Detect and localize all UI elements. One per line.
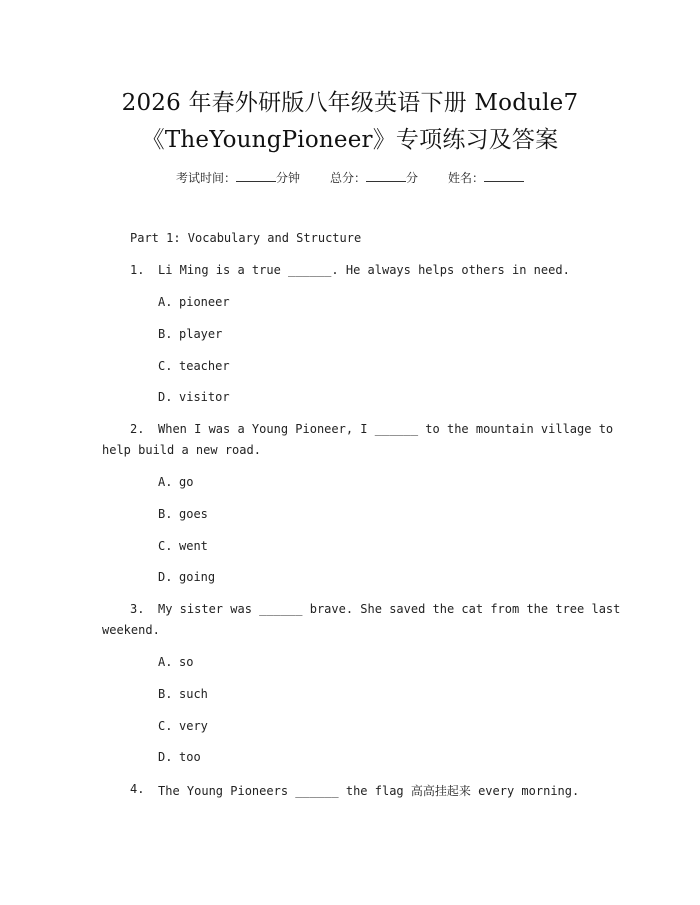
option-text: such [179, 687, 208, 701]
question-text-continuation: weekend. [102, 623, 160, 637]
question-number: 1. [130, 263, 145, 277]
option-letter: D. [158, 750, 173, 764]
option-letter: D. [158, 390, 173, 404]
question-text: Li Ming is a true ______. He always helps others in need. [158, 263, 570, 277]
student-name-label: 姓名： [448, 171, 485, 185]
question-number: 3. [130, 602, 145, 616]
answer-option[interactable] [158, 359, 230, 373]
answer-option[interactable] [158, 570, 215, 584]
option-text: pioneer [179, 295, 230, 309]
answer-option[interactable] [158, 295, 230, 309]
document-title-line-1: 2026 年春外研版八年级英语下册 Module7 [121, 90, 579, 116]
answer-option[interactable] [158, 655, 193, 669]
question-text: The Young Pioneers ______ the flag 高高挂起来 every morning. [158, 784, 580, 798]
answer-option[interactable] [158, 687, 208, 701]
option-text: player [179, 327, 223, 341]
option-letter: C. [158, 719, 173, 733]
option-text: going [179, 570, 216, 584]
exam-time-blank[interactable] [236, 170, 276, 182]
exam-time-field [176, 171, 300, 185]
option-letter: A. [158, 475, 173, 489]
option-text: too [179, 750, 201, 764]
total-score-label: 总分： [329, 171, 366, 185]
option-letter: C. [158, 539, 173, 553]
option-letter: B. [158, 327, 173, 341]
answer-option[interactable] [158, 507, 208, 521]
question-number: 4. [130, 782, 145, 796]
option-text: very [179, 719, 208, 733]
option-text: teacher [179, 359, 230, 373]
answer-option[interactable] [158, 750, 201, 764]
question-text: When I was a Young Pioneer, I ______ to the mountain village to [158, 422, 614, 436]
option-text: so [179, 655, 194, 669]
option-letter: B. [158, 687, 173, 701]
question-text: My sister was ______ brave. She saved the cat from the tree last [158, 602, 621, 616]
section-heading: Part 1: Vocabulary and Structure [130, 231, 362, 245]
option-letter: B. [158, 507, 173, 521]
answer-option[interactable] [158, 539, 208, 553]
exam-time-unit: 分钟 [275, 171, 300, 185]
option-letter: A. [158, 295, 173, 309]
question-number: 2. [130, 422, 145, 436]
answer-option[interactable] [158, 390, 230, 404]
option-letter: C. [158, 359, 173, 373]
total-score-field [330, 171, 418, 185]
option-text: go [179, 475, 194, 489]
question-text-continuation: help build a new road. [102, 443, 261, 457]
exam-meta-row [0, 169, 700, 186]
student-name-field [448, 171, 524, 185]
total-score-blank[interactable] [366, 170, 406, 182]
answer-option[interactable] [158, 327, 222, 341]
exam-time-label: 考试时间： [175, 171, 236, 185]
option-letter: A. [158, 655, 173, 669]
option-letter: D. [158, 570, 173, 584]
option-text: went [179, 539, 208, 553]
document-title-line-2: 《TheYoungPioneer》专项练习及答案 [141, 127, 559, 153]
option-text: visitor [179, 390, 230, 404]
answer-option[interactable] [158, 719, 208, 733]
answer-option[interactable] [158, 475, 193, 489]
total-score-unit: 分 [406, 171, 419, 185]
student-name-blank[interactable] [484, 170, 524, 182]
option-text: goes [179, 507, 208, 521]
